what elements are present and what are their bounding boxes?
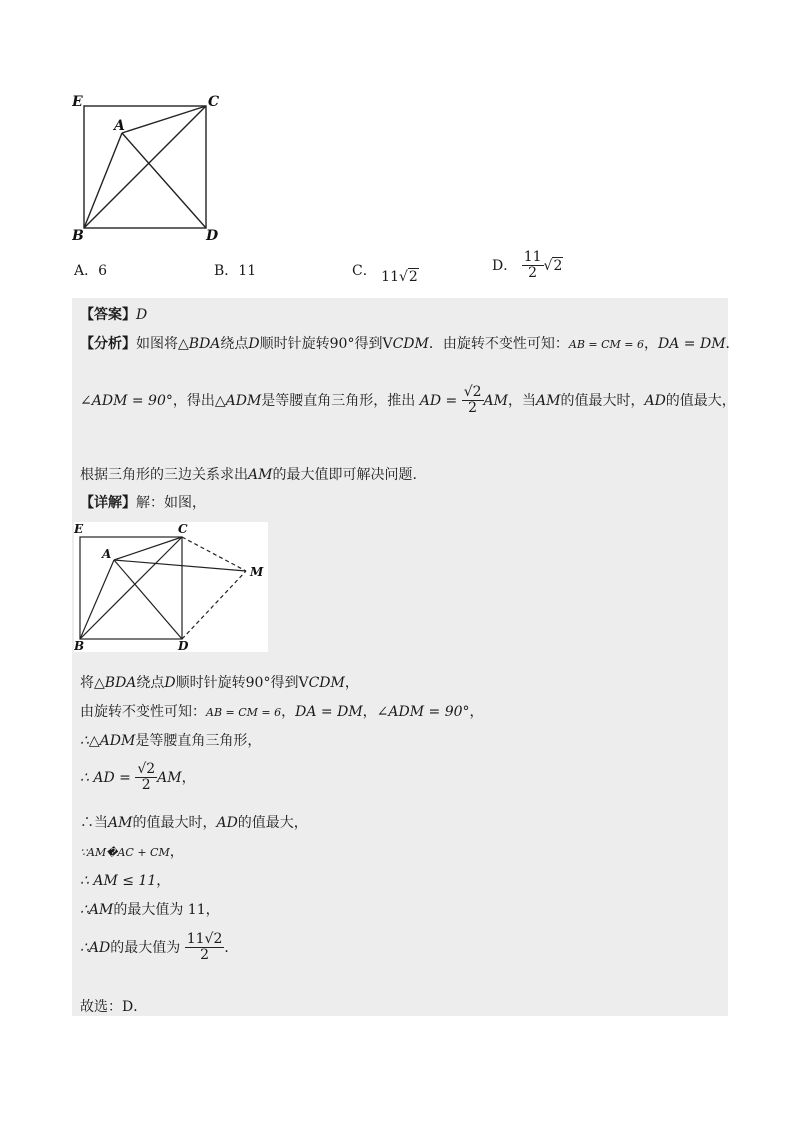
option-value: [381, 269, 419, 285]
math: 90°: [329, 336, 355, 352]
radical: √2: [399, 269, 418, 285]
denominator: 2: [468, 400, 478, 417]
detail-step-2: [80, 701, 484, 721]
figure-rotation-svg: [74, 522, 268, 652]
text: ．: [224, 939, 239, 956]
math: DA = DM: [295, 704, 363, 720]
detail-step-10: [80, 996, 147, 1016]
answer-tag: 【答案】: [80, 307, 136, 323]
triangle-v-symbol: V: [298, 675, 309, 691]
numerator: √2: [137, 761, 156, 777]
text: ，: [156, 873, 171, 889]
text: ，: [469, 704, 484, 720]
text: 是等腰直角三角形，: [135, 733, 262, 749]
math: AM: [483, 392, 508, 409]
detail-tag: 【详解】: [80, 495, 136, 511]
math: ∴AD: [80, 939, 111, 956]
triangle-symbol: △: [94, 675, 105, 691]
denominator: 2: [141, 777, 151, 794]
math: AD =: [419, 392, 458, 409]
option-value: 6: [98, 263, 108, 279]
segment-ac: [114, 537, 182, 560]
segment-am: [114, 560, 246, 571]
math: D: [164, 675, 176, 691]
text: ∴当: [80, 815, 108, 831]
detail-step-8: [80, 899, 220, 919]
segment-dm-dashed: [182, 571, 246, 639]
math: AD: [644, 392, 666, 409]
math: BDA: [188, 336, 221, 352]
math: AB = CM = 6: [568, 338, 645, 351]
text: 的最大值为 11，: [113, 902, 220, 918]
segment-bc: [84, 106, 206, 228]
text: 顺时针旋转: [175, 675, 246, 691]
analysis-line-3: [80, 464, 417, 484]
detail-step-9: [80, 932, 238, 964]
detail-step-4: [80, 762, 196, 794]
option-letter: D．: [492, 257, 518, 274]
denominator: 2: [200, 947, 209, 964]
text: ，: [644, 336, 659, 352]
text: 由旋转不变性可知：: [80, 704, 206, 720]
label-e: E: [72, 94, 83, 110]
option-letter: C．: [352, 263, 377, 279]
text: 的最大值为: [110, 939, 181, 956]
math: AM: [248, 467, 273, 483]
segment-ad: [114, 560, 182, 639]
text: 顺时针旋转: [259, 336, 330, 352]
analysis-line-2: [80, 385, 736, 417]
radicand: 2: [553, 257, 563, 274]
detail-step-5: [80, 812, 308, 832]
text: ．由旋转不变性可知：: [428, 336, 569, 352]
figure-square-diagram: [72, 92, 252, 244]
radical: √2: [543, 257, 563, 274]
detail-intro-line: [80, 492, 206, 512]
answer-value: D: [136, 307, 148, 323]
text: ，得出: [172, 392, 215, 409]
option-c[interactable]: [352, 260, 419, 285]
option-a[interactable]: [74, 260, 107, 280]
text: ，当: [508, 392, 536, 409]
math: ∴△ADM: [80, 733, 136, 749]
text: 故选：D．: [80, 999, 148, 1015]
label-a: A: [102, 547, 112, 561]
label-d: D: [178, 639, 189, 652]
fraction: [462, 385, 484, 417]
option-d[interactable]: [492, 250, 563, 282]
label-c: C: [208, 94, 220, 110]
math: AM: [157, 769, 182, 786]
analysis-line-1: [80, 333, 740, 353]
detail-step-7: [80, 870, 170, 890]
text: 的值最大，: [665, 392, 736, 409]
label-b: B: [72, 228, 84, 244]
text: 得到: [270, 675, 299, 691]
text: 根据三角形的三边关系求出: [80, 467, 248, 483]
math: ∵AM�AC + CM: [80, 846, 170, 859]
math: BDA: [104, 675, 137, 691]
triangle-v-symbol: V: [382, 336, 393, 352]
figure-rotation-diagram: [74, 522, 268, 652]
text: 是等腰直角三角形，推出: [261, 392, 416, 409]
numerator: 11√2: [186, 931, 223, 947]
text: ，: [181, 769, 196, 786]
detail-step-3: [80, 730, 261, 750]
text: ，: [344, 675, 359, 691]
text: 的值最大时，: [132, 815, 217, 831]
detail-step-1: [80, 672, 359, 692]
label-a: A: [114, 118, 125, 134]
text: 得到: [354, 336, 383, 352]
math: CDM: [308, 675, 345, 691]
option-b[interactable]: [214, 260, 256, 280]
math: 90°: [245, 675, 271, 691]
math: ∠ADM = 90°: [376, 704, 470, 720]
coefficient: 11: [381, 269, 399, 285]
fraction: [185, 932, 225, 964]
label-b: B: [74, 639, 85, 652]
text: 的值最大，: [237, 815, 308, 831]
text: 解：如图，: [136, 495, 206, 511]
math: AD: [216, 815, 238, 831]
answer-options: [74, 250, 734, 290]
numerator: 11: [523, 249, 542, 265]
triangle-symbol: △: [178, 336, 189, 352]
analysis-tag: 【分析】: [80, 336, 136, 352]
math: ∴AM: [80, 902, 114, 918]
text: ．: [725, 336, 740, 352]
text: 如图将: [136, 336, 178, 352]
math: CDM: [392, 336, 429, 352]
fraction: [135, 762, 157, 794]
text: ，: [169, 844, 184, 860]
text: 绕点: [136, 675, 165, 691]
math: DA = DM: [658, 336, 726, 352]
detail-step-6: [80, 841, 184, 861]
segment-ba: [84, 133, 122, 228]
text: 将: [80, 675, 94, 691]
numerator: √2: [463, 384, 482, 400]
text: ，: [281, 704, 296, 720]
math: AM: [536, 392, 561, 409]
math: △ADM: [214, 392, 262, 409]
text: ，: [362, 704, 377, 720]
label-c: C: [178, 522, 188, 536]
answer-line: [80, 304, 147, 324]
math: AM: [108, 815, 133, 831]
denominator: 2: [528, 265, 538, 282]
label-d: D: [206, 228, 219, 244]
text: 的值最大时，: [560, 392, 645, 409]
radicand: 2: [408, 269, 418, 285]
math: ∠ADM = 90°: [80, 392, 173, 409]
math: D: [248, 336, 260, 352]
label-e: E: [74, 522, 84, 536]
fraction: [522, 250, 544, 282]
text: 绕点: [220, 336, 249, 352]
option-letter: B．: [214, 263, 239, 279]
option-letter: A．: [74, 263, 99, 279]
math: ∴ AM ≤ 11: [80, 873, 157, 889]
label-m: M: [250, 565, 264, 579]
segment-ba: [80, 560, 114, 639]
math: AB = CM = 6: [206, 706, 282, 719]
math: ∴ AD =: [80, 769, 131, 786]
text: 的最大值即可解决问题.: [272, 467, 417, 483]
option-value: 11: [238, 263, 257, 279]
segment-bc: [80, 537, 182, 639]
